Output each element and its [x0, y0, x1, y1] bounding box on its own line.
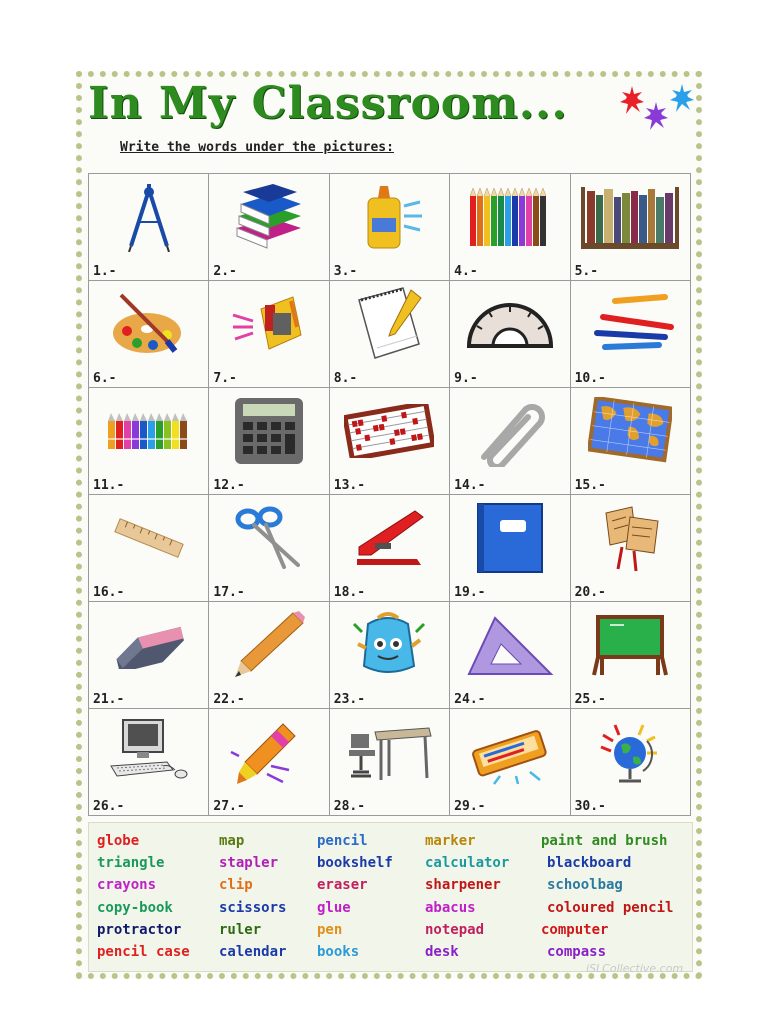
grid-cell — [330, 174, 449, 280]
item-number: 30.- — [574, 799, 606, 814]
grid-cell — [330, 281, 449, 387]
item-number: 21.- — [93, 692, 125, 707]
page-title: In My Classroom... — [88, 78, 568, 129]
word-bank-item: stapler — [219, 855, 279, 871]
grid-cell — [209, 388, 328, 494]
sharpener-icon — [231, 291, 307, 357]
triangle-icon — [465, 612, 555, 678]
item-number: 26.- — [93, 799, 125, 814]
clip-icon — [470, 395, 550, 467]
grid-cell — [209, 495, 328, 601]
grid-cell — [571, 709, 690, 815]
item-number: 28.- — [333, 799, 366, 814]
word-bank-item: protractor — [97, 922, 182, 938]
grid-cell — [571, 602, 690, 708]
word-bank — [88, 822, 693, 972]
item-number: 18.- — [333, 585, 366, 600]
grid-cell — [89, 281, 208, 387]
books-icon — [231, 182, 307, 252]
item-number: 23.- — [333, 692, 366, 707]
ruler-icon — [111, 513, 187, 563]
calculator-icon — [233, 396, 305, 466]
word-bank-item: scissors — [219, 900, 287, 916]
grid-cell — [89, 495, 208, 601]
word-bank-item: glue — [317, 900, 351, 916]
word-bank-item: map — [219, 833, 245, 849]
word-bank-item: notepad — [425, 922, 485, 938]
word-bank-item: ruler — [219, 922, 262, 938]
grid-cell — [450, 281, 569, 387]
pencil-icon — [231, 609, 307, 681]
grid-cell — [571, 388, 690, 494]
grid-cell — [450, 602, 569, 708]
computer-icon — [107, 718, 191, 786]
grid-cell — [330, 602, 449, 708]
grid-cell — [209, 174, 328, 280]
item-number: 5.- — [574, 264, 599, 279]
word-bank-item: coloured pencil — [547, 900, 674, 916]
word-bank-item: pencil — [317, 833, 368, 849]
glue-icon — [354, 182, 424, 252]
word-bank-item: computer — [541, 922, 609, 938]
watermark: iSLCollective.com — [586, 962, 684, 975]
item-number: 20.- — [574, 585, 606, 600]
grid-cell — [571, 281, 690, 387]
item-number: 27.- — [213, 799, 245, 814]
grid-cell — [450, 388, 569, 494]
item-number: 10.- — [574, 371, 606, 386]
grid-cell — [209, 281, 328, 387]
grid-cell — [89, 602, 208, 708]
item-number: 24.- — [454, 692, 486, 707]
grid-cell — [209, 602, 328, 708]
item-number: 3.- — [333, 264, 358, 279]
item-number: 12.- — [213, 478, 245, 493]
item-number: 4.- — [454, 264, 478, 279]
item-number: 17.- — [213, 585, 245, 600]
paint-and-brush-icon — [111, 291, 187, 357]
word-bank-item: copy-book — [97, 900, 173, 916]
compass-icon — [119, 182, 179, 252]
item-number: 13.- — [333, 478, 366, 493]
crayons-icon — [106, 411, 192, 451]
word-bank-item: schoolbag — [547, 877, 623, 893]
word-bank-item: abacus — [425, 900, 476, 916]
word-bank-item: triangle — [97, 855, 165, 871]
grid-cell — [89, 709, 208, 815]
globe-icon — [595, 717, 665, 787]
grid-cell — [450, 495, 569, 601]
eraser-icon — [110, 621, 188, 669]
item-number: 7.- — [213, 371, 237, 386]
item-number: 16.- — [93, 585, 125, 600]
word-bank-item: calculator — [425, 855, 510, 871]
grid-cell — [89, 174, 208, 280]
word-bank-item: pencil case — [97, 944, 190, 960]
word-bank-item: bookshelf — [317, 855, 393, 871]
instruction-text: Write the words under the pictures: — [120, 140, 394, 155]
grid-cell — [209, 709, 328, 815]
grid-cell — [330, 495, 449, 601]
word-bank-item: crayons — [97, 877, 157, 893]
abacus-icon — [344, 404, 434, 458]
copy-book-icon — [474, 502, 546, 574]
item-number: 9.- — [454, 371, 478, 386]
word-bank-item: globe — [97, 833, 140, 849]
item-number: 11.- — [93, 478, 125, 493]
word-bank-item: calendar — [219, 944, 287, 960]
word-bank-item: clip — [219, 877, 253, 893]
word-bank-item: eraser — [317, 877, 368, 893]
desk-icon — [345, 720, 433, 784]
item-number: 25.- — [574, 692, 606, 707]
item-number: 22.- — [213, 692, 245, 707]
bookshelf-icon — [581, 185, 679, 249]
marker-icon — [227, 716, 311, 788]
calendar-icon — [592, 503, 668, 573]
word-bank-item: compass — [547, 944, 607, 960]
word-bank-item: marker — [425, 833, 476, 849]
pencil-case-icon — [466, 718, 554, 786]
item-number: 14.- — [454, 478, 486, 493]
scissors-icon — [234, 505, 304, 571]
grid-cell — [450, 709, 569, 815]
grid-cell — [571, 174, 690, 280]
item-number: 29.- — [454, 799, 486, 814]
grid-cell — [89, 388, 208, 494]
item-number: 6.- — [93, 371, 117, 386]
item-number: 2.- — [213, 264, 237, 279]
grid-cell — [571, 495, 690, 601]
grid-cell — [450, 174, 569, 280]
grid-cell — [330, 388, 449, 494]
item-number: 15.- — [574, 478, 606, 493]
coloured-pencils-icon — [468, 186, 552, 248]
word-bank-item: desk — [425, 944, 459, 960]
grid-cell — [330, 709, 449, 815]
word-bank-item: books — [317, 944, 360, 960]
item-number: 8.- — [333, 371, 358, 386]
protractor-icon — [465, 298, 555, 350]
word-bank-item: pen — [317, 922, 343, 938]
stapler-icon — [351, 503, 427, 573]
picture-grid — [88, 173, 691, 816]
notepad-icon — [353, 286, 425, 362]
map-icon — [588, 397, 672, 465]
schoolbag-icon — [350, 610, 428, 680]
pens-icon — [585, 293, 675, 355]
stars-decoration-icon — [618, 82, 698, 132]
item-number: 19.- — [454, 585, 486, 600]
word-bank-item: blackboard — [547, 855, 632, 871]
word-bank-item: sharpener — [425, 877, 501, 893]
word-bank-item: paint and brush — [541, 833, 668, 849]
blackboard-icon — [590, 613, 670, 677]
item-number: 1.- — [93, 264, 117, 279]
